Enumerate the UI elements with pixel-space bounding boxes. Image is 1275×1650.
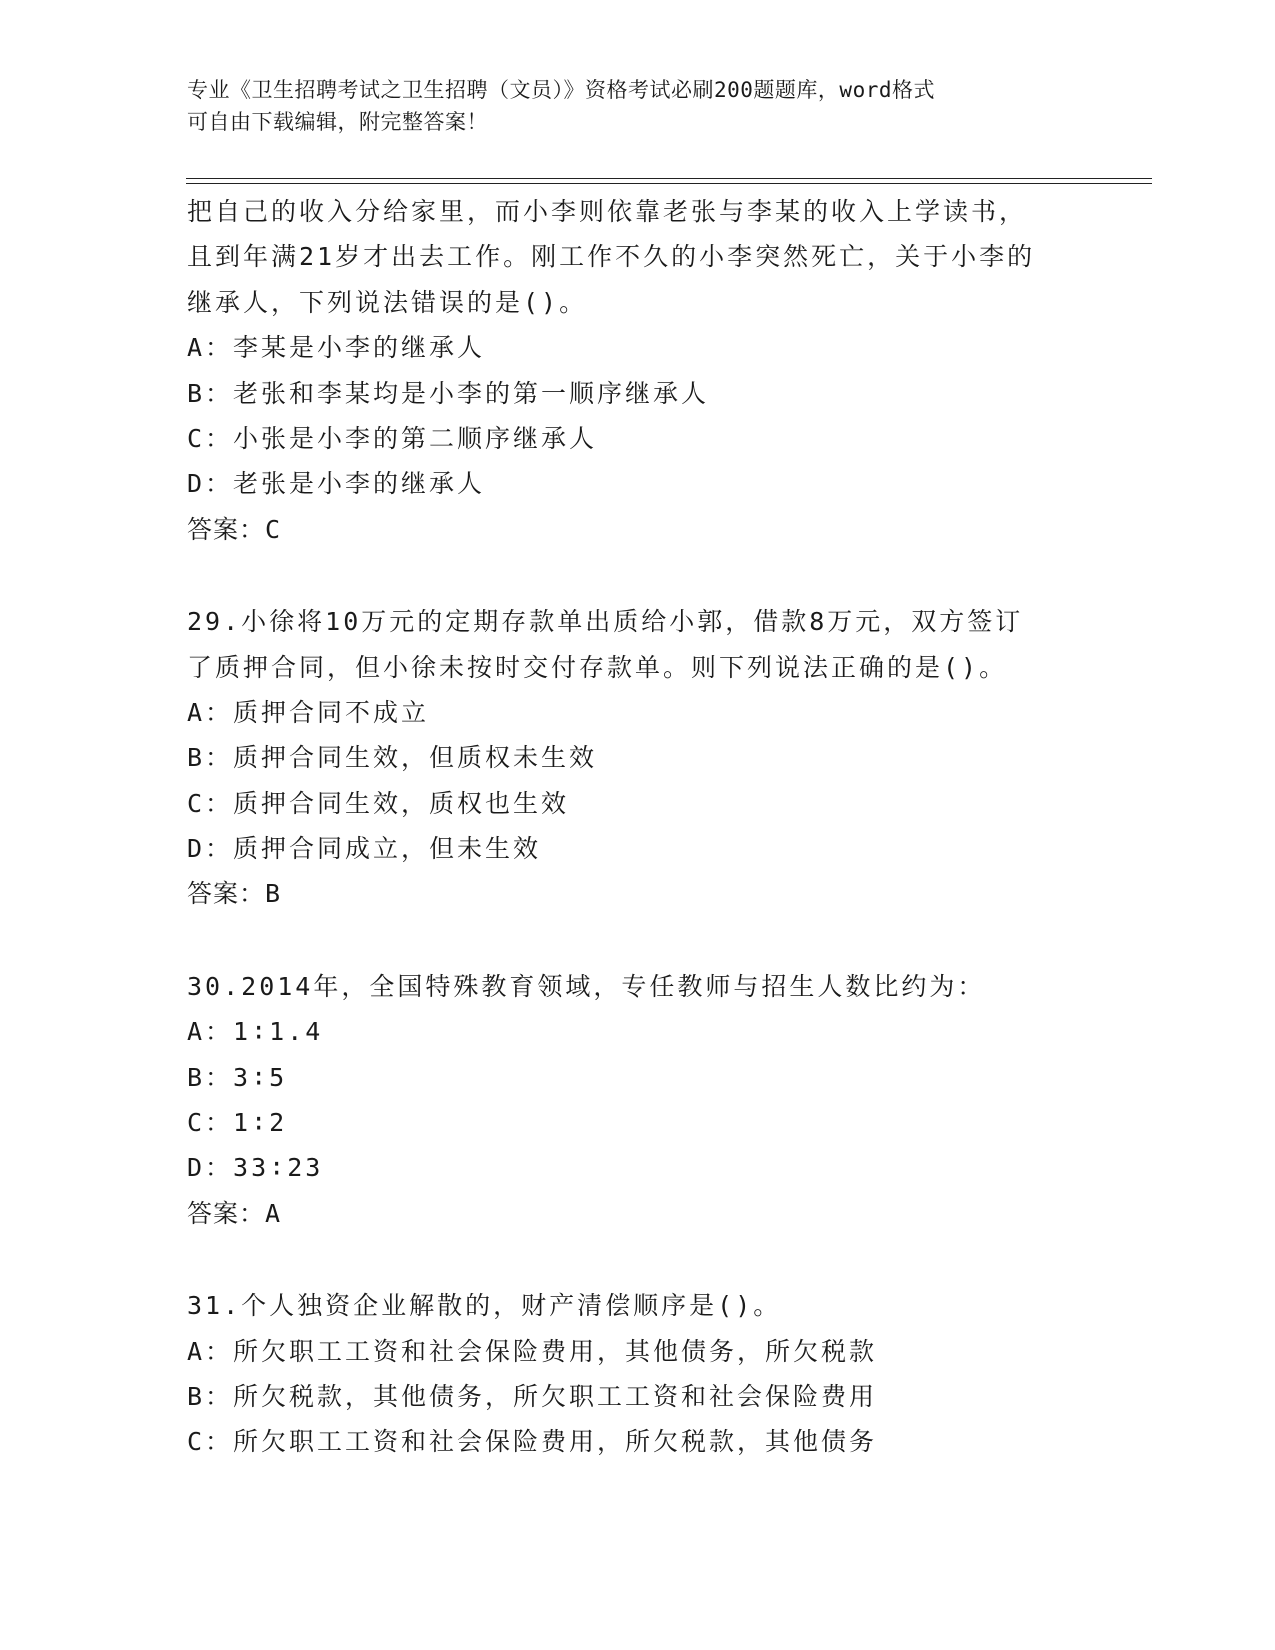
option-b: B：老张和李某均是小李的第一顺序继承人 (187, 378, 710, 408)
option-c: C：所欠职工工资和社会保险费用，所欠税款，其他债务 (187, 1427, 878, 1457)
header-title-line-1: 专业《卫生招聘考试之卫生招聘（文员）》资格考试必刷200题题库，word格式 (187, 78, 935, 102)
question-stem-line: 且到年满21岁才出去工作。刚工作不久的小李突然死亡，关于小李的 (187, 242, 1036, 272)
question-stem-line: 31.个人独资企业解散的，财产清偿顺序是()。 (187, 1291, 782, 1321)
option-d: D：老张是小李的继承人 (187, 469, 486, 499)
question-stem-line: 继承人，下列说法错误的是()。 (187, 287, 588, 317)
header-divider-bottom (186, 183, 1152, 184)
option-a: A：所欠职工工资和社会保险费用，其他债务，所欠税款 (187, 1336, 878, 1366)
header-divider-top (186, 178, 1152, 179)
option-a: A：质押合同不成立 (187, 697, 430, 727)
option-d: D：质押合同成立，但未生效 (187, 834, 542, 864)
option-c: C：质押合同生效，质权也生效 (187, 788, 570, 818)
option-c: C：小张是小李的第二顺序继承人 (187, 423, 598, 453)
question-stem-line: 29.小徐将10万元的定期存款单出质给小郭，借款8万元，双方签订 (187, 607, 1024, 637)
answer-line: 答案：B (187, 879, 282, 909)
question-stem-line: 把自己的收入分给家里，而小李则依靠老张与李某的收入上学读书， (187, 197, 1028, 226)
option-b: B：质押合同生效，但质权未生效 (187, 743, 598, 773)
question-list (187, 189, 1087, 1465)
option-b: B：所欠税款，其他债务，所欠职工工资和社会保险费用 (187, 1381, 878, 1411)
question-31 (187, 1283, 1087, 1465)
option-a: A：李某是小李的继承人 (187, 333, 486, 363)
question-30 (187, 964, 1087, 1236)
question-stem-line: 了质押合同，但小徐未按时交付存款单。则下列说法正确的是()。 (187, 652, 1008, 682)
option-a: A：1∶1.4 (187, 1017, 324, 1047)
option-d: D：33∶23 (187, 1153, 324, 1183)
answer-line: 答案：A (187, 1198, 282, 1228)
option-b: B：3∶5 (187, 1062, 288, 1092)
answer-line: 答案：C (187, 514, 282, 544)
question-spacer (187, 1236, 1087, 1283)
question-29 (187, 599, 1087, 917)
question-28 (187, 189, 1087, 552)
question-spacer (187, 917, 1087, 964)
document-header (187, 74, 1087, 138)
option-c: C：1∶2 (187, 1108, 288, 1138)
header-title-line-2: 可自由下载编辑，附完整答案！ (187, 110, 488, 134)
question-stem-line: 30.2014年，全国特殊教育领域，专任教师与招生人数比约为： (187, 971, 986, 1001)
question-spacer (187, 552, 1087, 599)
